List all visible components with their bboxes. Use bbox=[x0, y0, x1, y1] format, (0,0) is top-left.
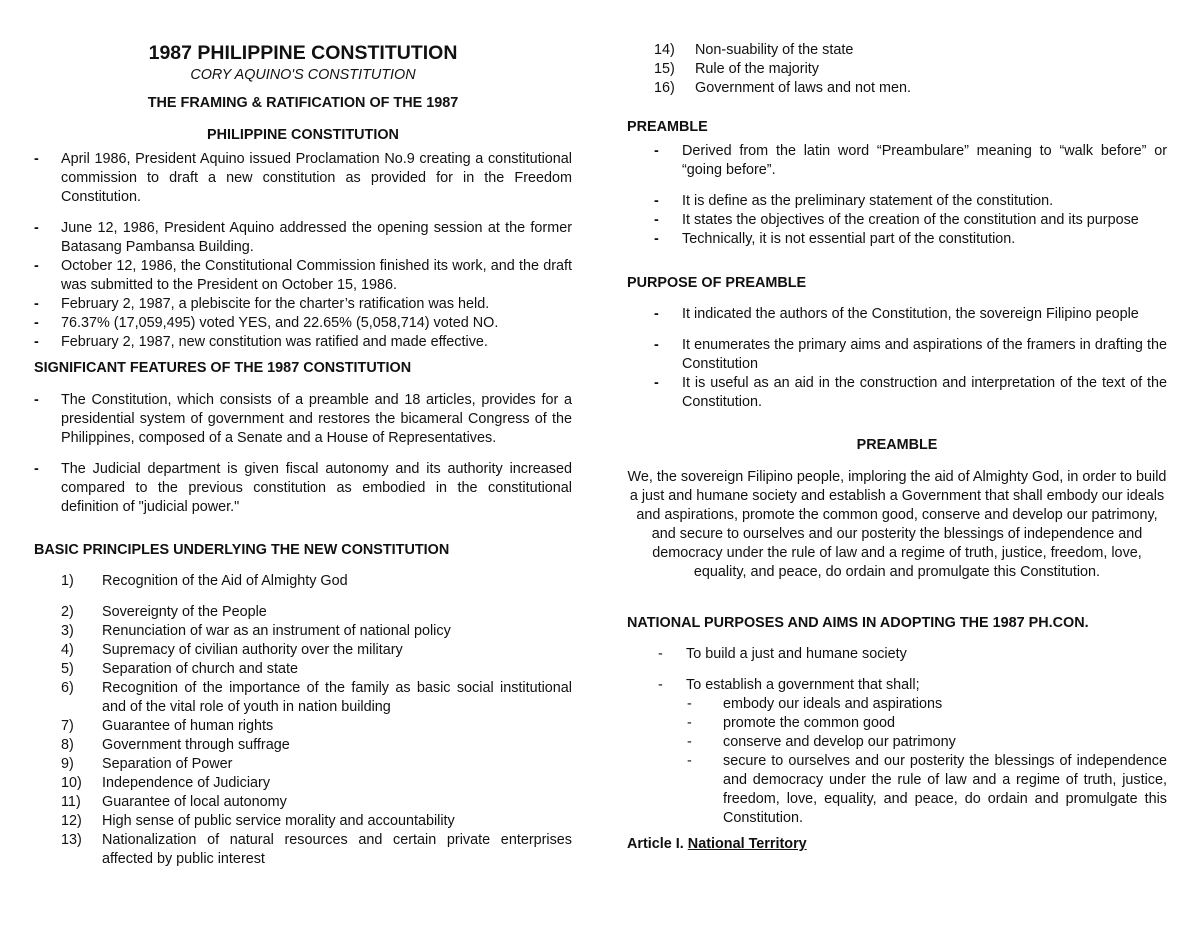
principle-item bbox=[34, 793, 572, 812]
principle-item bbox=[34, 831, 572, 869]
principle-item bbox=[34, 774, 572, 793]
principle-text: Independence of Judiciary bbox=[102, 775, 271, 791]
principle-item bbox=[34, 755, 572, 774]
list-item: - 76.37% (17,059,495) voted YES, and 22.65% (5,058,714) voted NO. bbox=[34, 315, 499, 331]
principle-text: Guarantee of local autonomy bbox=[102, 794, 287, 810]
article-number: Article I. bbox=[627, 836, 684, 852]
list-item: - It indicated the authors of the Constitution, the sovereign Filipino people bbox=[654, 306, 1139, 322]
principle-number: 15) bbox=[654, 61, 675, 77]
purpose-heading: PURPOSE OF PREAMBLE bbox=[627, 275, 807, 291]
principle-number: 4) bbox=[61, 642, 74, 658]
principle-item bbox=[627, 41, 1167, 60]
principle-text: Renunciation of war as an instrument of national policy bbox=[102, 623, 451, 639]
principle-number: 11) bbox=[61, 794, 81, 810]
principle-number: 8) bbox=[61, 737, 74, 753]
purpose-bullets bbox=[627, 305, 1167, 412]
principle-text: Rule of the majority bbox=[695, 61, 819, 77]
principle-item bbox=[34, 717, 572, 736]
principle-text: Sovereignty of the People bbox=[102, 604, 267, 620]
principles-heading: BASIC PRINCIPLES UNDERLYING THE NEW CONSTITUTION bbox=[34, 542, 450, 558]
principle-text: Government through suffrage bbox=[102, 737, 290, 753]
article-title: National Territory bbox=[687, 836, 807, 852]
list-item: - June 12, 1986, President Aquino addressed the opening session at the former Batasang Pambansa Building. bbox=[34, 220, 572, 255]
principle-number: 5) bbox=[61, 661, 74, 677]
document-subtitle: CORY AQUINO'S CONSTITUTION bbox=[190, 67, 416, 83]
principle-item bbox=[34, 660, 572, 679]
principle-text: Separation of Power bbox=[102, 756, 233, 772]
dash-icon: - bbox=[654, 212, 659, 228]
dash-icon: - bbox=[687, 715, 692, 731]
list-item: - To build a just and humane society bbox=[658, 646, 907, 662]
national-purposes-list bbox=[627, 645, 1167, 828]
principle-number: 9) bbox=[61, 756, 74, 772]
list-item: - The Judicial department is given fiscal autonomy and its authority increased compared to the previous constitution as embodied in the constitutional definition of "judicial power." bbox=[34, 461, 572, 515]
principle-item bbox=[34, 812, 572, 831]
principle-item bbox=[34, 603, 572, 622]
principle-text: Nationalization of natural resources and certain private enterprises affected by public interest bbox=[102, 832, 572, 867]
list-item: - It is useful as an aid in the construction and interpretation of the text of the Constitution. bbox=[654, 375, 1167, 410]
principle-number: 13) bbox=[61, 832, 82, 848]
principle-text: Separation of church and state bbox=[102, 661, 299, 677]
principle-text: Government of laws and not men. bbox=[695, 80, 911, 96]
principles-list bbox=[34, 572, 572, 869]
preamble-heading: PREAMBLE bbox=[627, 119, 708, 135]
principle-number: 16) bbox=[654, 80, 675, 96]
principle-text: Guarantee of human rights bbox=[102, 718, 274, 734]
sub-list-item: - conserve and develop our patrimony bbox=[687, 734, 956, 750]
list-item: - February 2, 1987, a plebiscite for the charter’s ratification was held. bbox=[34, 296, 490, 312]
dash-icon: - bbox=[34, 392, 39, 408]
principle-number: 6) bbox=[61, 680, 74, 696]
principle-item bbox=[34, 641, 572, 660]
principle-number: 1) bbox=[61, 573, 74, 589]
principle-number: 10) bbox=[61, 775, 82, 791]
dash-icon: - bbox=[658, 646, 663, 662]
dash-icon: - bbox=[34, 258, 39, 274]
principles-list-continued bbox=[627, 41, 1167, 98]
principle-text: Recognition of the importance of the family as basic social institutional and of the vital role of youth in nation building bbox=[102, 680, 572, 715]
framing-heading-line2: PHILIPPINE CONSTITUTION bbox=[207, 127, 399, 143]
features-heading: SIGNIFICANT FEATURES OF THE 1987 CONSTITUTION bbox=[34, 360, 412, 376]
dash-icon: - bbox=[654, 306, 659, 322]
dash-icon: - bbox=[658, 677, 663, 693]
principle-text: High sense of public service morality and accountability bbox=[102, 813, 455, 829]
dash-icon: - bbox=[34, 220, 39, 236]
principle-text: Non-suability of the state bbox=[695, 42, 854, 58]
list-item: - Derived from the latin word “Preambulare” meaning to “walk before” or “going before”. bbox=[654, 143, 1167, 178]
dash-icon: - bbox=[687, 696, 692, 712]
principle-item bbox=[627, 79, 1167, 98]
national-purposes-heading: NATIONAL PURPOSES AND AIMS IN ADOPTING THE 1987 PH.CON. bbox=[627, 615, 1089, 631]
list-item: - October 12, 1986, the Constitutional Commission finished its work, and the draft was submitted to the President on October 15, 1986. bbox=[34, 258, 572, 293]
principle-number: 14) bbox=[654, 42, 675, 58]
document-title: 1987 PHILIPPINE CONSTITUTION bbox=[148, 42, 458, 64]
dash-icon: - bbox=[654, 193, 659, 209]
list-item: - To establish a government that shall; bbox=[658, 677, 920, 693]
dash-icon: - bbox=[687, 734, 692, 750]
features-list bbox=[34, 391, 572, 517]
principle-number: 3) bbox=[61, 623, 74, 639]
principle-item bbox=[34, 736, 572, 755]
dash-icon: - bbox=[687, 753, 692, 769]
preamble-text: We, the sovereign Filipino people, imploring the aid of Almighty God, in order to build a just and humane society and establish a Government that shall embody our ideals and aspirations, promote the common good, conserve and develop our patrimony, and secure to ourselves and our posterity the blessings of independence and democracy under the rule of law and a regime of truth, justice, freedom, love, equality, and peace, do ordain and promulgate this Constitution. bbox=[627, 469, 1167, 580]
dash-icon: - bbox=[34, 151, 39, 167]
list-item: - It states the objectives of the creation of the constitution and its purpose bbox=[654, 212, 1139, 228]
dash-icon: - bbox=[34, 461, 39, 477]
principle-number: 12) bbox=[61, 813, 82, 829]
preamble-bullets bbox=[627, 142, 1167, 249]
dash-icon: - bbox=[654, 375, 659, 391]
framing-heading-line1: THE FRAMING & RATIFICATION OF THE 1987 bbox=[147, 95, 459, 111]
list-item: - Technically, it is not essential part of the constitution. bbox=[654, 231, 1016, 247]
principle-text: Recognition of the Aid of Almighty God bbox=[102, 573, 348, 589]
sub-list-item: - embody our ideals and aspirations bbox=[687, 696, 943, 712]
principle-number: 2) bbox=[61, 604, 74, 620]
article-heading bbox=[627, 835, 807, 854]
dash-icon: - bbox=[654, 143, 659, 159]
dash-icon: - bbox=[654, 337, 659, 353]
principle-item bbox=[34, 679, 572, 717]
list-item: - February 2, 1987, new constitution was ratified and made effective. bbox=[34, 334, 488, 350]
principle-item bbox=[627, 60, 1167, 79]
principle-item bbox=[34, 622, 572, 641]
preamble-title: PREAMBLE bbox=[856, 437, 938, 453]
principle-item bbox=[34, 572, 572, 591]
list-item: - April 1986, President Aquino issued Proclamation No.9 creating a constitutional commission to draft a new constitution as provided for in the Freedom Constitution. bbox=[34, 151, 572, 205]
sub-list-item: - secure to ourselves and our posterity the blessings of independence and democracy under the rule of law and a regime of truth, justice, freedom, love, equality, and peace, do ordain and promulgate this Constitution. bbox=[687, 753, 1167, 826]
dash-icon: - bbox=[654, 231, 659, 247]
dash-icon: - bbox=[34, 334, 39, 350]
dash-icon: - bbox=[34, 315, 39, 331]
framing-list bbox=[34, 150, 572, 352]
dash-icon: - bbox=[34, 296, 39, 312]
sub-list-item: - promote the common good bbox=[687, 715, 895, 731]
list-item: - It enumerates the primary aims and aspirations of the framers in drafting the Constitution bbox=[654, 337, 1167, 372]
list-item: - It is define as the preliminary statement of the constitution. bbox=[654, 193, 1054, 209]
principle-text: Supremacy of civilian authority over the military bbox=[102, 642, 403, 658]
principle-number: 7) bbox=[61, 718, 74, 734]
list-item: - The Constitution, which consists of a preamble and 18 articles, provides for a presidential system of government and restores the bicameral Congress of the Philippines, composed of a Senate and a House of Representatives. bbox=[34, 392, 572, 446]
